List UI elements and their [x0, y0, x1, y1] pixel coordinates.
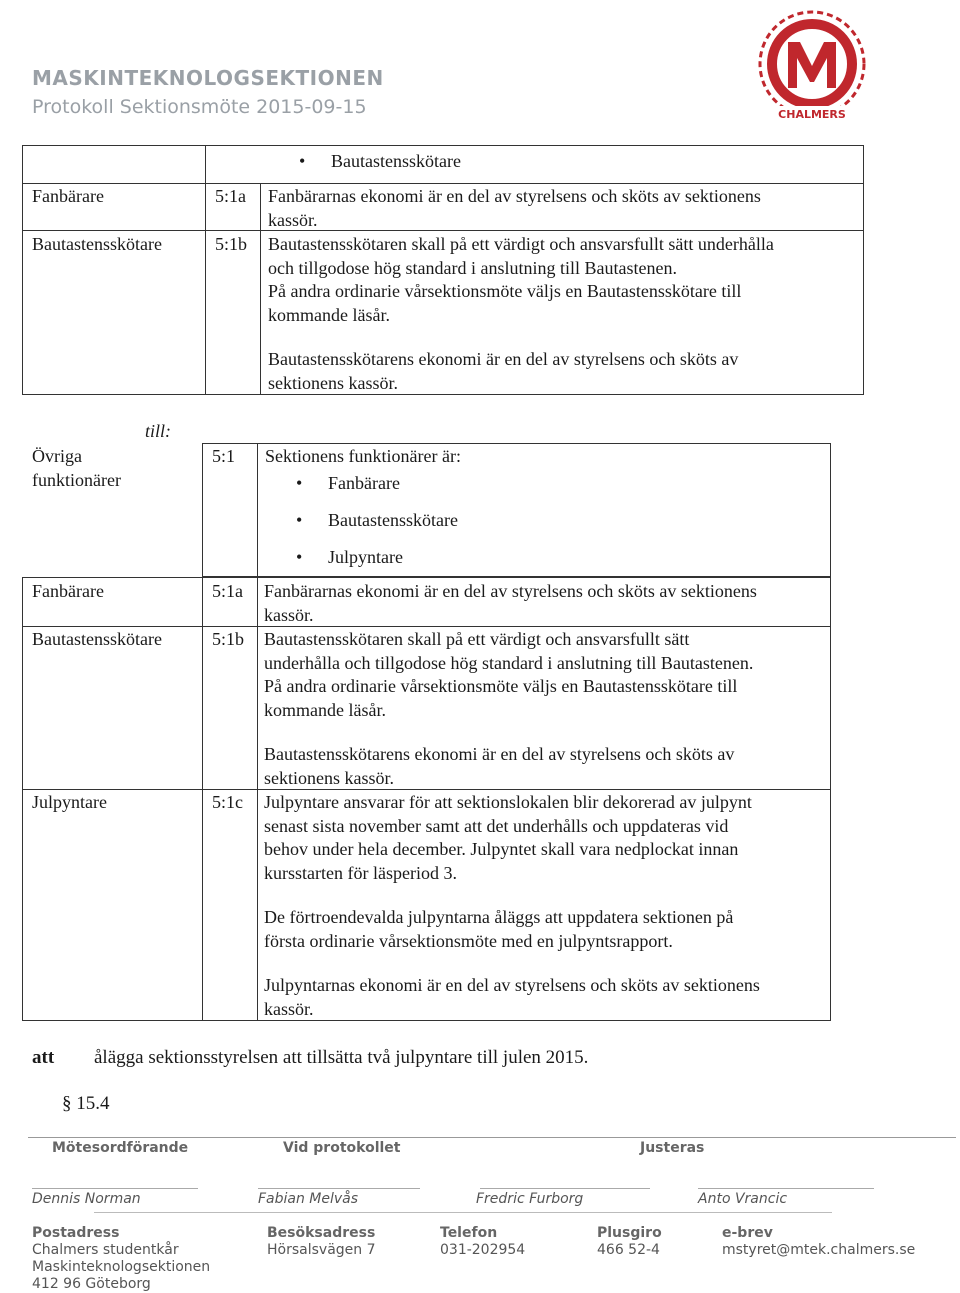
clause-intro: Sektionens funktionärer är:: [265, 446, 461, 466]
clause-code: 5:1b: [212, 629, 245, 649]
motion-att: att: [32, 1047, 55, 1068]
role-label: Fanbärare: [32, 186, 104, 206]
signature-name: Fabian Melvås: [258, 1191, 359, 1207]
contact-label: Telefon: [440, 1225, 498, 1241]
clause-text: Bautastensskötaren skall på ett värdigt och ansvarsfullt sätt underhålla och tillgodose hög standard i anslutning till Bautastenen. På andra ordinarie vårsektionsmöte väljs en Bautastensskötare till kommande läsår. Bautastensskötarens ekonomi är en del av styrelsens och sköts av sektionens kassör.: [268, 234, 774, 393]
clause-text: Bautastensskötaren skall på ett värdigt och ansvarsfullt sätt underhålla och tillgodose hög standard i anslutning till Bautastenen. På andra ordinarie vårsektionsmöte väljs en Bautastensskötare till kommande läsår. Bautastensskötarens ekonomi är en del av styrelsens och sköts av sektionens kassör.: [264, 629, 754, 788]
role-label: Bautastensskötare: [32, 234, 162, 254]
logo-wordmark: CHALMERS: [778, 108, 846, 121]
clause-code: 5:1a: [215, 186, 246, 206]
contact-label: Plusgiro: [597, 1225, 662, 1241]
bullet-item: • Fanbärare: [328, 472, 400, 496]
plusgiro-number: 466 52-4: [597, 1242, 660, 1258]
clause-text: Julpyntare ansvarar för att sektionslokalen blir dekorerad av julpynt senast sista november samt att det underhålls och uppdateras vid behov under hela december. Julpyntet skall vara nedplockat innan kursstarten för läsperiod 3. De förtroendevalda julpyntarna åläggs att uppdatera sektionen på första ordinarie vårsektionsmöte med en julpyntsrapport. Julpyntarnas ekonomi är en del av styrelsens och sköts av sektionens kassör.: [264, 792, 760, 1019]
postal-address: Chalmers studentkår Maskinteknologsektionen 412 96 Göteborg: [32, 1242, 211, 1292]
signature-name: Anto Vrancic: [698, 1191, 788, 1207]
clause-text: Fanbärarnas ekonomi är en del av styrelsens och sköts av sektionens kassör.: [264, 581, 757, 625]
signature-name: Dennis Norman: [32, 1191, 141, 1207]
clause-code: 5:1b: [215, 234, 248, 254]
till-label: till:: [145, 421, 171, 441]
footer-role-secretary: Vid protokollet: [283, 1140, 401, 1156]
organization-title: MASKINTEKNOLOGSEKTIONEN: [32, 66, 384, 90]
email-link[interactable]: mstyret@mtek.chalmers.se: [722, 1242, 916, 1258]
role-label: Fanbärare: [32, 581, 104, 601]
bullet-item: • Bautastensskötare: [331, 150, 461, 174]
contact-label: Postadress: [32, 1225, 120, 1241]
bullet-item: • Bautastensskötare: [328, 509, 458, 533]
clause-text: Fanbärarnas ekonomi är en del av styrelsens och sköts av sektionens kassör.: [268, 186, 761, 230]
clause-code: 5:1: [212, 446, 236, 466]
signature-name: Fredric Furborg: [476, 1191, 584, 1207]
clause-code: 5:1c: [212, 792, 243, 812]
contact-label: e-brev: [722, 1225, 773, 1241]
phone-number: 031-202954: [440, 1242, 526, 1258]
role-label: Julpyntare: [32, 792, 107, 812]
footer-role-adjuster: Justeras: [640, 1140, 705, 1156]
section-left-label: Övriga funktionärer: [32, 446, 121, 490]
clause-code: 5:1a: [212, 581, 243, 601]
section-number: § 15.4: [62, 1093, 110, 1114]
visit-address: Hörsalsvägen 7: [267, 1242, 376, 1258]
bullet-item: • Julpyntare: [328, 546, 403, 570]
document-subtitle: Protokoll Sektionsmöte 2015-09-15: [32, 96, 367, 118]
role-label: Bautastensskötare: [32, 629, 162, 649]
footer-role-chair: Mötesordförande: [52, 1140, 189, 1156]
chalmers-logo: [748, 6, 876, 130]
contact-label: Besöksadress: [267, 1225, 376, 1241]
motion-text: ålägga sektionsstyrelsen att tillsätta två julpyntare till julen 2015.: [94, 1047, 589, 1068]
